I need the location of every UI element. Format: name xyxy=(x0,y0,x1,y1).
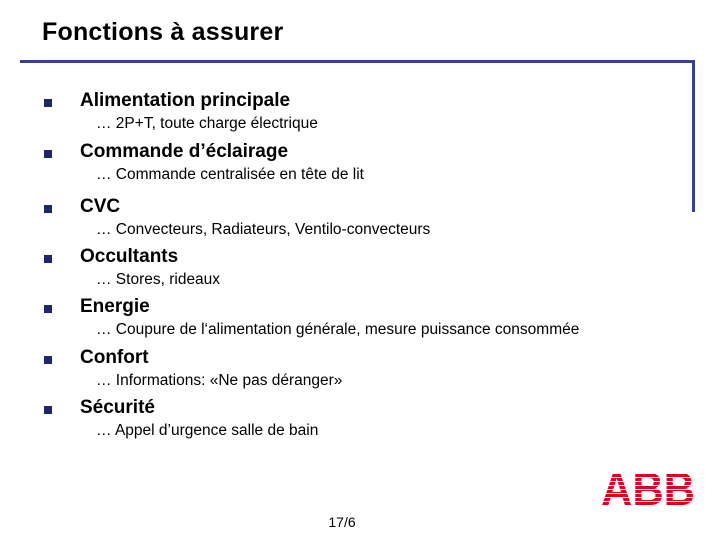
bullet-item xyxy=(0,296,720,344)
bullet-square-icon xyxy=(44,99,52,107)
bullet-item xyxy=(0,246,720,294)
bullet-square-icon xyxy=(44,406,52,414)
item-detail: … Informations: «Ne pas déranger» xyxy=(96,372,343,389)
bullet-item xyxy=(0,397,720,445)
bullet-item xyxy=(0,347,720,395)
item-detail: … Stores, rideaux xyxy=(96,271,221,288)
item-label: CVC xyxy=(80,196,121,217)
item-label: Energie xyxy=(80,296,150,317)
item-label: Confort xyxy=(80,347,149,368)
bullet-item xyxy=(0,90,720,138)
bullet-square-icon xyxy=(44,356,52,364)
item-detail: … Commande centralisée en tête de lit xyxy=(96,166,364,183)
item-detail: … Appel d’urgence salle de bain xyxy=(96,422,319,439)
bullet-square-icon xyxy=(44,150,52,158)
abb-logo xyxy=(600,466,696,513)
title-rule xyxy=(20,60,695,63)
item-detail: … 2P+T, toute charge électrique xyxy=(96,115,318,132)
slide-title: Fonctions à assurer xyxy=(42,18,284,46)
bullet-item xyxy=(0,196,720,244)
item-label: Occultants xyxy=(80,246,179,267)
item-detail: … Convecteurs, Radiateurs, Ventilo-convecteurs xyxy=(96,221,431,238)
bullet-square-icon xyxy=(44,305,52,313)
item-label: Commande d’éclairage xyxy=(80,141,289,162)
bullet-square-icon xyxy=(44,205,52,213)
logo-text: ABB xyxy=(601,466,695,508)
item-label: Sécurité xyxy=(80,397,155,418)
item-label: Alimentation principale xyxy=(80,90,291,111)
page-number: 17/6 xyxy=(328,514,356,530)
bullet-square-icon xyxy=(44,255,52,263)
item-detail: … Coupure de l‘alimentation générale, mesure puissance consommée xyxy=(96,321,580,338)
bullet-item xyxy=(0,141,720,189)
